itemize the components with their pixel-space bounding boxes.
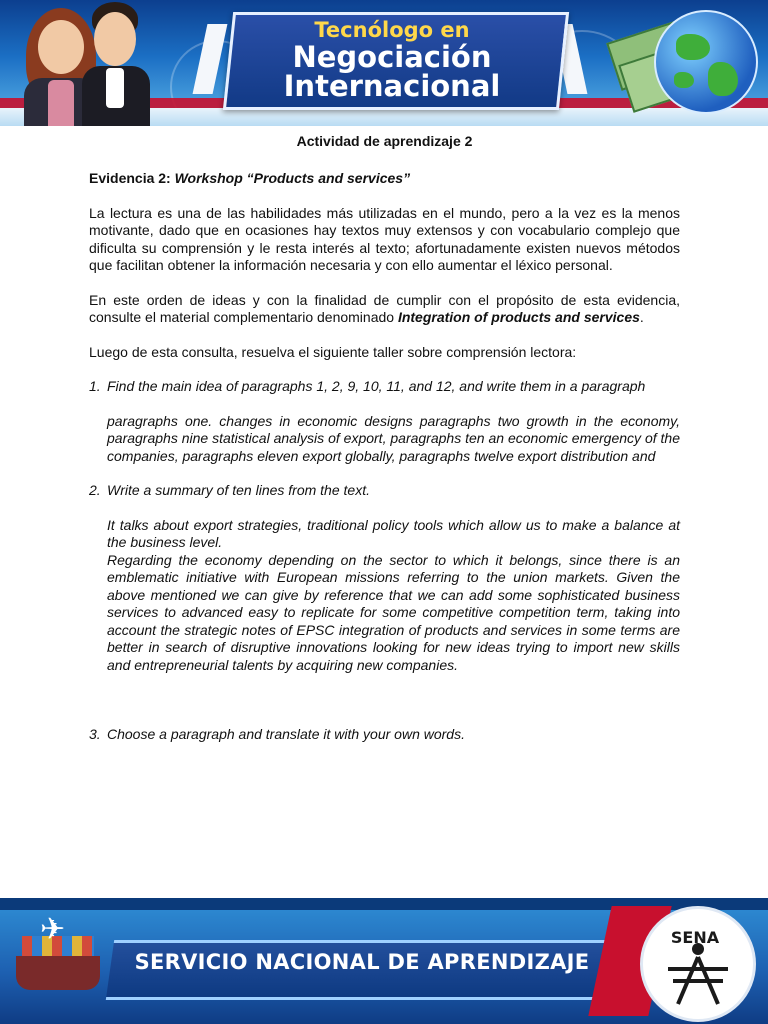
footer-institution-name: SERVICIO NACIONAL DE APRENDIZAJE	[134, 950, 590, 974]
question-prompt: Write a summary of ten lines from the text.	[107, 482, 370, 498]
sena-logo-text: SENA	[670, 928, 720, 947]
program-title	[242, 20, 542, 101]
evidence-title	[89, 170, 680, 188]
program-title-line1: Tecnólogo en	[314, 18, 470, 42]
answer-2-part2: Regarding the economy depending on the sector to which it belongs, since there is an emblematic initiative with European missions referring to the union markets. Given the above mentioned we can give by reference that we can add some sophisticated business services to advanced easy to replicate for some competitive competition term, taking into account the strategic notes of EPSC integration of products and services in some terms are better in search of disruptive innovations looking for new ideas trying to import new skills and entrepreneurial talents by acquiring new companies.	[107, 551, 680, 673]
third-paragraph: Luego de esta consulta, resuelva el siguiente taller sobre comprensión lectora:	[89, 343, 577, 360]
question-prompt: Find the main idea of paragraphs 1, 2, 9, 10, 11, and 12, and write them in a paragraph	[107, 378, 646, 394]
activity-heading: Actividad de aprendizaje 2	[296, 133, 473, 149]
globe-icon	[654, 10, 758, 114]
document-body	[89, 133, 680, 744]
answer-1: paragraphs one. changes in economic designs paragraphs two growth in the economy, paragraphs nine statistical analysis of export, paragraphs ten an economic emergency of the companies, paragraphs eleven export globally, paragraphs twelve export distribution and	[107, 412, 680, 464]
second-paragraph	[89, 292, 680, 327]
evidence-workshop-title: Workshop “Products and services”	[174, 170, 411, 186]
question-3	[89, 726, 680, 744]
question-1	[89, 378, 680, 396]
intro-paragraph: La lectura es una de las habilidades más utilizadas en el mundo, pero a la vez es la menos motivante, dado que en ocasiones hay textos muy extensos y con vocabulario complejo que dificulta su comprensión y le resta interés al texto; afortunadamente existen nuevos métodos que facilitan obtener la información necesaria y con ello aumentar el léxico personal.	[89, 204, 680, 273]
question-prompt: Choose a paragraph and translate it with your own words.	[107, 726, 465, 742]
second-paragraph-text: En este orden de ideas y con la finalidad de cumplir con el propósito de esta evidencia, consulte el material complementario denominado	[89, 291, 680, 325]
question-2	[89, 482, 680, 500]
program-title-line2: Negociación	[292, 40, 492, 74]
question-number: 3.	[89, 726, 101, 742]
second-paragraph-period: .	[639, 309, 644, 325]
header-banner	[0, 0, 768, 126]
cargo-ship-icon	[16, 956, 100, 990]
program-title-line3: Internacional	[283, 69, 501, 103]
sena-logo-icon	[643, 909, 753, 1019]
sena-logo	[640, 906, 756, 1022]
airplane-icon: ✈	[40, 912, 66, 947]
question-number: 1.	[89, 378, 101, 394]
evidence-prefix: Evidencia 2:	[89, 170, 171, 186]
material-title: Integration of products and services	[397, 309, 640, 325]
question-number: 2.	[89, 482, 101, 498]
footer-banner	[0, 898, 768, 1024]
answer-2-part1: It talks about export strategies, traditional policy tools which allow us to make a balance at the business level.	[107, 516, 680, 550]
